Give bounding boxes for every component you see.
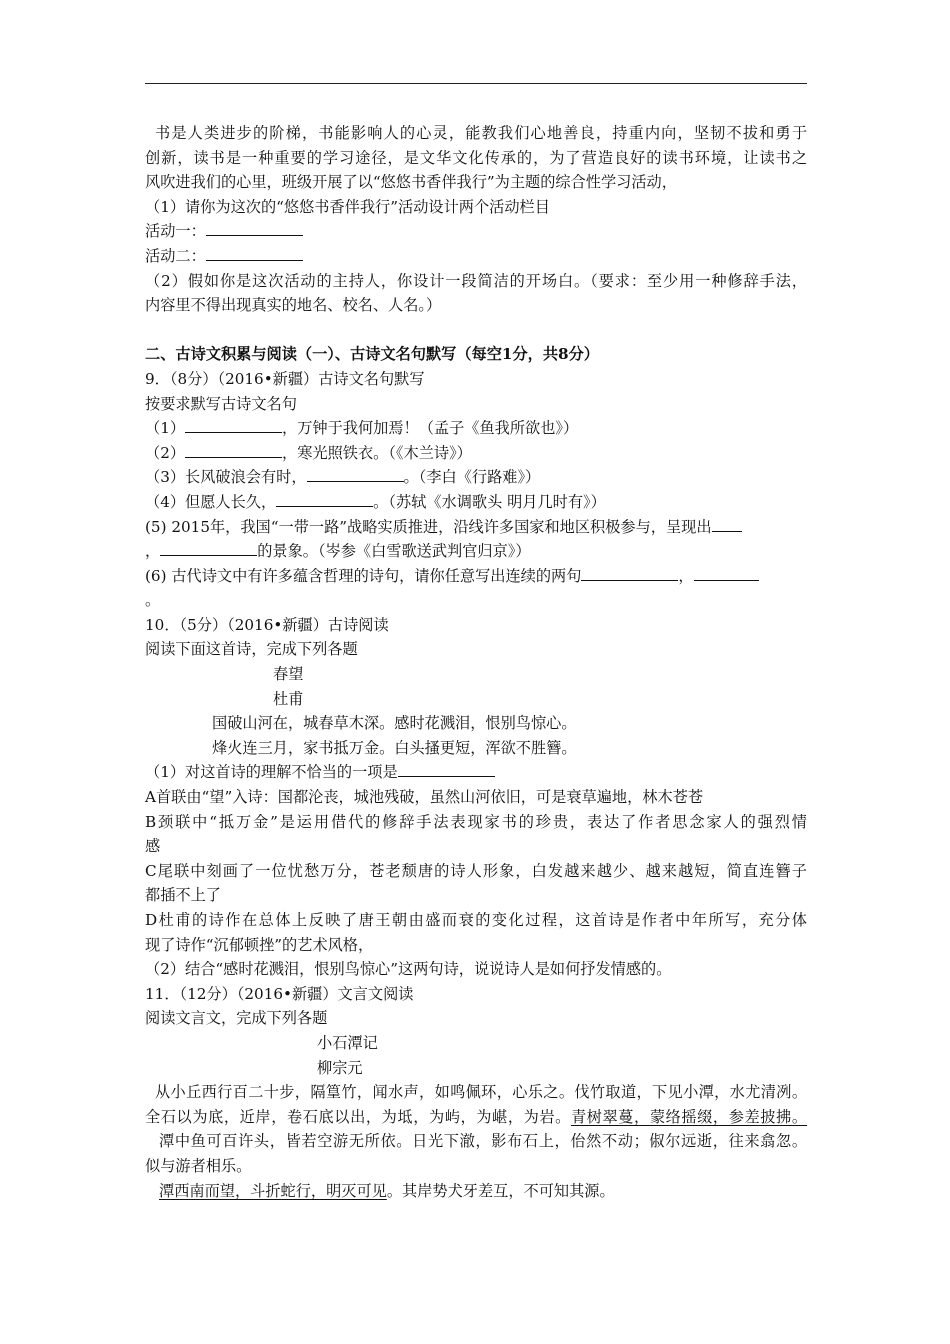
q9-item-1-text: ，万钟于我何加焉！（孟子《鱼我所欲也》） bbox=[282, 419, 579, 438]
q9-item-5-comma: ， bbox=[145, 542, 161, 561]
option-b-line-1: B颈联中“抵万金”是运用借代的修辞手法表现家书的珍贵，表达了作者思念家人的强烈情 bbox=[145, 812, 807, 831]
header-rule bbox=[145, 83, 807, 84]
prose-underlined-sentence-2: 潭西南而望，斗折蛇行，明灭可见 bbox=[159, 1181, 387, 1200]
q9-item-4-source: 。（苏轼《水调歌头 明月几时有》） bbox=[373, 492, 606, 511]
option-d-line-2: 现了诗作“沉郁顿挫”的艺术风格， bbox=[145, 935, 374, 954]
q9-item-3-blank[interactable] bbox=[307, 466, 404, 482]
q9-item-6-comma: ， bbox=[678, 566, 694, 585]
prose-para-1-line-1: 从小丘西行百二十步，隔篁竹，闻水声，如鸣佩环，心乐之。伐竹取道，下见小潭，水尤清冽。 bbox=[155, 1083, 807, 1102]
intro-line-2: 创新，读书是一种重要的学习途径，是文华文化传承的，为了营造良好的读书环境，让读书之 bbox=[145, 148, 807, 167]
prose-para-3 bbox=[145, 1179, 807, 1204]
prose-para-2-line-1: 潭中鱼可百许头，皆若空游无所依。日光下澈，影布石上，佁然不动；俶尔远逝，往来翕忽。 bbox=[159, 1132, 807, 1151]
activity-2-row bbox=[145, 244, 807, 269]
q10-sub-2: （2）结合“感时花溅泪，恨别鸟惊心”这两句诗，说说诗人是如何抒发情感的。 bbox=[145, 960, 672, 979]
prose-para-3-text: 。其岸势犬牙差互，不可知其源。 bbox=[386, 1181, 615, 1200]
poem-author: 杜甫 bbox=[273, 689, 304, 708]
activity-1-row bbox=[145, 219, 807, 244]
q9-item-4-blank[interactable] bbox=[276, 491, 373, 507]
q9-item-6-blank-2[interactable] bbox=[694, 565, 759, 581]
q9-item-5-source: 的景象。（岑参《白雪歌送武判官归京》） bbox=[257, 542, 531, 561]
q11-instruction: 阅读文言文，完成下列各题 bbox=[145, 1009, 328, 1028]
q9-item-2 bbox=[145, 441, 807, 466]
q9-item-5-blank-2[interactable] bbox=[160, 540, 257, 556]
section-2-heading: 二、古诗文积累与阅读（一）、古诗文名句默写（每空1分，共8分） bbox=[145, 345, 599, 364]
q9-item-3-text: （3）长风破浪会有时， bbox=[145, 468, 307, 487]
prose-title: 小石潭记 bbox=[317, 1033, 378, 1052]
q10-sub-1-text: （1）对这首诗的理解不恰当的一项是 bbox=[145, 763, 398, 782]
activity-2-label: 活动二： bbox=[145, 246, 206, 265]
activity-2-blank[interactable] bbox=[206, 245, 303, 261]
q9-item-2-num: （2） bbox=[145, 443, 186, 462]
q10-instruction: 阅读下面这首诗，完成下列各题 bbox=[145, 640, 358, 659]
option-d-line-1: D杜甫的诗作在总体上反映了唐王朝由盛而衰的变化过程，这首诗是作者中年所写，充分体 bbox=[145, 911, 807, 929]
q9-item-5-line-1 bbox=[145, 515, 807, 540]
q9-item-4-text: （4）但愿人长久， bbox=[145, 492, 277, 511]
prose-para-2-line-2: 似与游者相乐。 bbox=[145, 1156, 252, 1175]
question-2-prompt-line-2: 内容里不得出现真实的地名、校名、人名。） bbox=[145, 296, 442, 315]
question-1-prompt: （1）请你为这次的“悠悠书香伴我行”活动设计两个活动栏目 bbox=[145, 197, 550, 216]
q9-item-6-text: (6) 古代诗文中有许多蕴含哲理的诗句，请你任意写出连续的两句 bbox=[145, 566, 582, 585]
spacer bbox=[145, 318, 807, 343]
q9-instruction: 按要求默写古诗文名句 bbox=[145, 394, 297, 413]
intro-line-3: 风吹进我们的心里，班级开展了以“悠悠书香伴我行”为主题的综合性学习活动， bbox=[145, 173, 677, 192]
option-c-line-2: 都插不上了 bbox=[145, 886, 221, 905]
q9-title: 9．（8分）（2016•新疆）古诗文名句默写 bbox=[145, 369, 425, 388]
poem-line-2: 烽火连三月，家书抵万金。白头搔更短，浑欲不胜簪。 bbox=[212, 738, 577, 757]
poem-title: 春望 bbox=[273, 665, 304, 684]
q9-item-3-source: 。（李白《行路难》） bbox=[403, 468, 541, 487]
q9-item-5-blank-1[interactable] bbox=[712, 516, 742, 532]
q9-item-6-blank-1[interactable] bbox=[581, 565, 678, 581]
q9-item-4 bbox=[145, 490, 807, 515]
option-c-line-1: C尾联中刻画了一位忧愁万分，苍老颓唐的诗人形象，白发越来越少、越来越短，简直连簪子 bbox=[145, 861, 807, 880]
q10-sub-1-blank[interactable] bbox=[398, 761, 495, 777]
document-body bbox=[145, 121, 807, 1203]
q9-item-1 bbox=[145, 416, 807, 441]
poem-line-1: 国破山河在，城春草木深。感时花溅泪，恨别鸟惊心。 bbox=[212, 714, 577, 733]
q10-title: 10．（5分）（2016•新疆）古诗阅读 bbox=[145, 615, 389, 634]
q9-item-1-blank[interactable] bbox=[185, 417, 282, 433]
q9-item-6-line-2: 。 bbox=[145, 591, 161, 610]
q11-title: 11．（12分）（2016•新疆）文言文阅读 bbox=[145, 984, 414, 1003]
activity-1-blank[interactable] bbox=[206, 220, 303, 236]
question-2-prompt-line-1: （2）假如你是这次活动的主持人，你设计一段简洁的开场白。（要求：至少用一种修辞手法， bbox=[145, 271, 807, 290]
option-a: A首联由“望”入诗：国都沦丧，城池残破，虽然山河依旧，可是衰草遍地，林木苍苍 bbox=[145, 788, 704, 807]
option-b-line-2: 感 bbox=[145, 837, 161, 856]
prose-para-1-text: 全石以为底，近岸，卷石底以出，为坻，为屿，为嵁，为岩。 bbox=[145, 1107, 571, 1126]
prose-para-1-line-2 bbox=[145, 1105, 807, 1130]
q9-item-1-num: （1） bbox=[145, 419, 186, 438]
prose-underlined-sentence-1: 青树翠蔓，蒙络摇缀，参差披拂。 bbox=[570, 1107, 808, 1126]
q9-item-5-text: (5) 2015年，我国“一带一路”战略实质推进，沿线许多国家和地区积极参与，呈现出 bbox=[145, 517, 712, 536]
q9-item-2-blank[interactable] bbox=[185, 442, 282, 458]
intro-line-1: 书是人类进步的阶梯，书能影响人的心灵，能教我们心地善良，持重内向，坚韧不拔和勇于 bbox=[155, 124, 807, 142]
q9-item-3 bbox=[145, 465, 807, 490]
q9-item-6-line-1 bbox=[145, 564, 807, 589]
activity-1-label: 活动一： bbox=[145, 222, 206, 241]
q9-item-2-text: ，寒光照铁衣。（《木兰诗》） bbox=[282, 443, 472, 462]
prose-author: 柳宗元 bbox=[317, 1058, 363, 1077]
q10-sub-1 bbox=[145, 760, 807, 785]
q9-item-5-line-2 bbox=[145, 539, 807, 564]
